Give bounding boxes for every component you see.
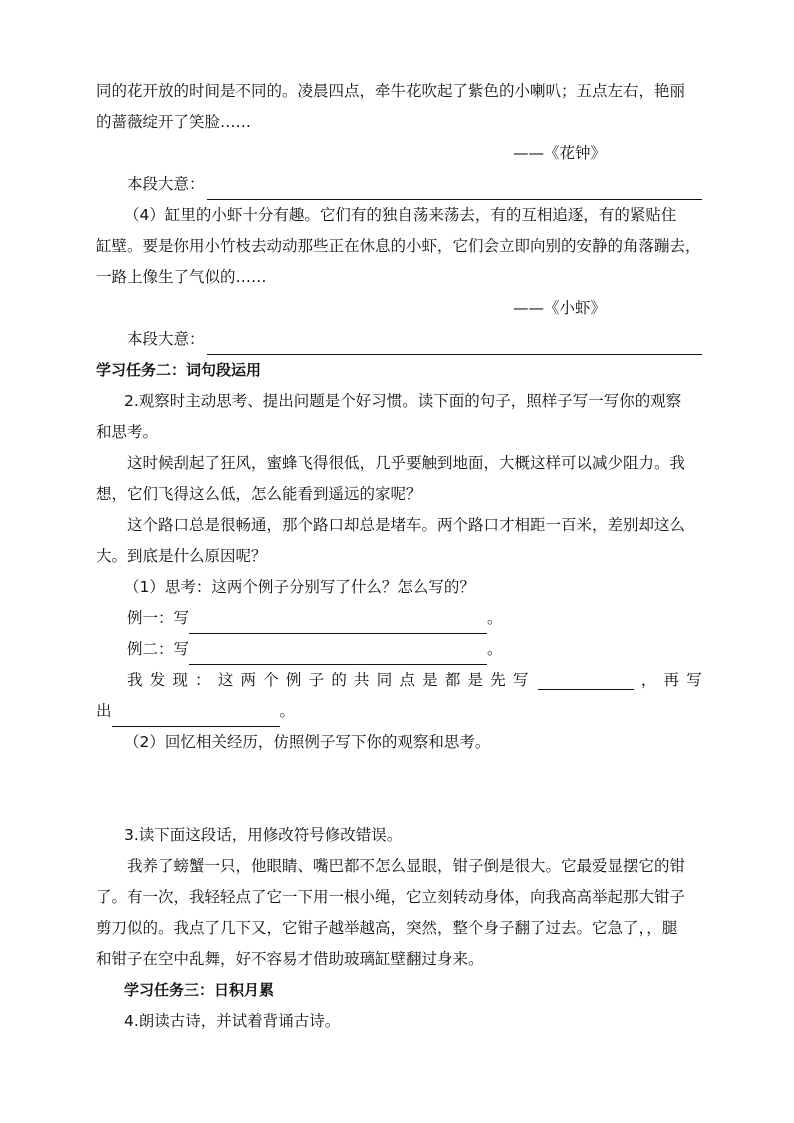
discover-line2-label: 出	[96, 702, 112, 720]
discover-char: 先	[490, 671, 506, 689]
question-4: 4.朗读古诗，并试着背诵古诗。	[124, 1012, 341, 1030]
discover-row-2	[96, 696, 702, 727]
discover-row	[96, 665, 702, 696]
summary-label: 本段大意：	[127, 330, 205, 348]
passage3-line1: 同的花开放的时间是不同的。凌晨四点，牵牛花吹起了紫色的小喇叭；五点左右，艳丽	[96, 82, 686, 100]
example1-answer-row	[96, 603, 702, 634]
question-2-line2: 和思考。	[96, 423, 159, 441]
example2-line2: 大。到底是什么原因呢？	[96, 547, 267, 565]
passage3-source: ——《花钟》	[512, 144, 606, 162]
period: 。	[487, 640, 503, 658]
discover-char: 是	[422, 671, 438, 689]
sub-question-2: （2）回忆相关经历，仿照例子写下你的观察和思考。	[124, 733, 491, 751]
discover-char: 例	[285, 671, 302, 689]
example1-line1: 这时候刮起了狂风，蜜蜂飞得很低，几乎要触到地面，大概这样可以减少阻力。我	[127, 454, 686, 472]
discover-char: 子	[308, 671, 325, 689]
task3-heading: 学习任务三：日积月累	[124, 981, 275, 999]
question-3-line4: 和钳子在空中乱舞，好不容易才借助玻璃缸壁翻过身来。	[96, 950, 484, 968]
discover-char: 写	[686, 671, 702, 689]
passage4-line2: 缸壁。要是你用小竹枝去动动那些正在休息的小虾，它们会立即向别的安静的角落蹦去，	[96, 237, 701, 255]
discover-char: ，	[640, 671, 657, 689]
discover-char: 点	[399, 671, 415, 689]
discover-char: 的	[331, 671, 347, 689]
discover-char: 都	[444, 671, 461, 689]
sub-question-1: （1）思考：这两个例子分别写了什么？怎么写的？	[124, 578, 475, 596]
discover-char: 再	[663, 671, 680, 689]
example1-label: 例一：写	[127, 609, 190, 627]
question-3-line3: 剪刀似的。我点了几下又，它钳子越举越高，突然，整个身子翻了过去。它急了，，腿	[96, 919, 678, 937]
discover-char: 写	[512, 671, 529, 689]
discover-char: 我	[127, 671, 143, 689]
example2-line1: 这个路口总是很畅通，那个路口却总是堵车。两个路口才相距一百米，差别却这么	[127, 516, 686, 534]
example2-label: 例二：写	[127, 640, 190, 658]
discover-char: 这	[217, 671, 234, 689]
discover-char: 共	[354, 671, 370, 689]
discover-char: 是	[467, 671, 484, 689]
example2-answer-row	[96, 634, 702, 665]
discover-answer-line-1[interactable]	[538, 669, 634, 690]
worksheet-page	[96, 76, 702, 1037]
question-3-title: 3.读下面这段话，用修改符号修改错误。	[124, 826, 403, 844]
summary-answer-line[interactable]	[207, 179, 702, 200]
example2-answer-line[interactable]	[189, 644, 487, 665]
example1-line2: 想，它们飞得这么低，怎么能看到遥远的家呢？	[96, 485, 422, 503]
discover-char: 同	[376, 671, 393, 689]
passage3-summary-row	[96, 169, 702, 200]
task2-heading: 学习任务二：词句段运用	[96, 361, 262, 379]
period: 。	[487, 609, 503, 627]
discover-char: ：	[195, 671, 211, 689]
period: 。	[279, 702, 296, 720]
answer-space[interactable]	[96, 758, 702, 820]
discover-answer-line-2[interactable]	[112, 706, 280, 727]
discover-char: 两	[240, 671, 257, 689]
question-3-line1: 我养了螃蟹一只，他眼睛、嘴巴都不怎么显眼，钳子倒是很大。它最爱显摆它的钳	[127, 857, 686, 875]
passage4-line1: （4）缸里的小虾十分有趣。它们有的独自荡来荡去，有的互相追逐，有的紧贴住	[124, 206, 677, 224]
passage4-line3: 一路上像生了气似的……	[96, 268, 267, 286]
discover-char: 个	[263, 671, 279, 689]
passage3-line2: 的蔷薇绽开了笑脸……	[96, 113, 252, 131]
summary-answer-line[interactable]	[207, 334, 702, 355]
discover-char: 现	[172, 671, 188, 689]
question-3-line2: 了。有一次，我轻轻点了它一下用一根小绳，它立刻转动身体，向我高高举起那大钳子	[96, 888, 686, 906]
passage4-source: ——《小虾》	[512, 299, 606, 317]
discover-char: 发	[149, 671, 166, 689]
example1-answer-line[interactable]	[189, 613, 487, 634]
passage4-summary-row	[96, 324, 702, 355]
question-2-line1: 2.观察时主动思考、提出问题是个好习惯。读下面的句子，照样子写一写你的观察	[124, 392, 682, 410]
summary-label: 本段大意：	[127, 175, 205, 193]
